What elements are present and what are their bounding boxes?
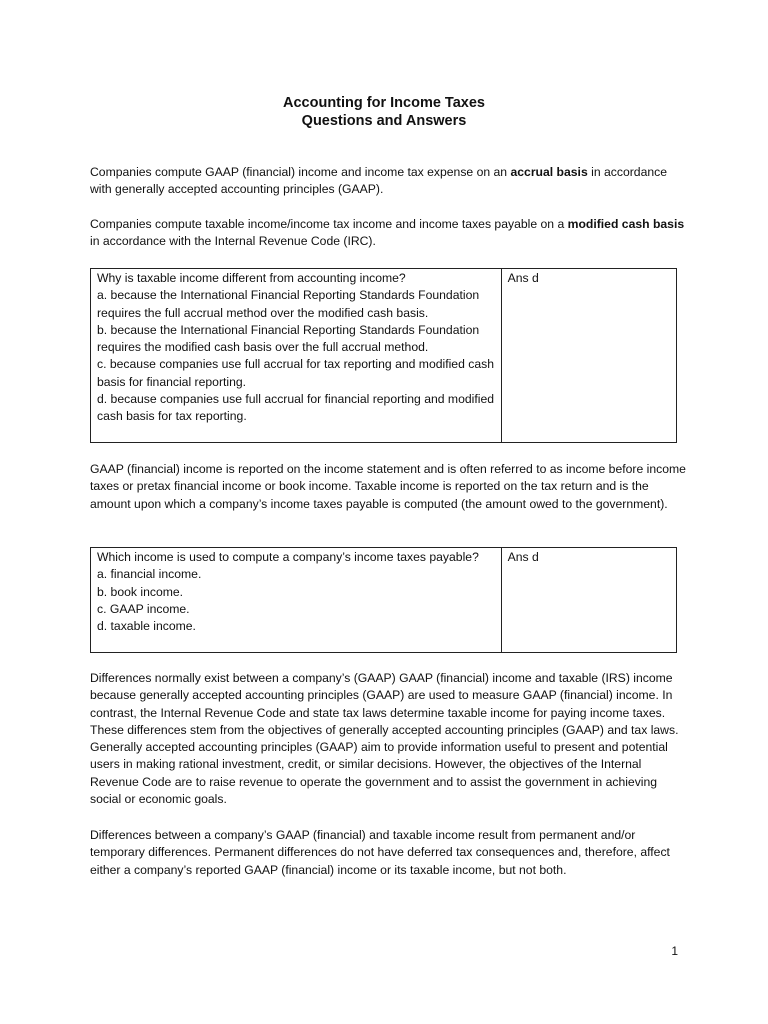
answer-cell — [501, 548, 676, 653]
paragraph-modified-cash-basis — [90, 216, 690, 251]
paragraph-text: in accordance with the Internal Revenue Code (IRC). — [90, 234, 376, 249]
answer-text: Ans d — [507, 271, 539, 285]
question-text: Which income is used to compute a company’s income taxes payable? — [97, 550, 479, 564]
choice-d: d. because companies use full accrual for financial reporting and modified cash basis for tax reporting. — [97, 392, 494, 424]
choice-b: b. because the International Financial Reporting Standards Foundation requires the modified cash basis over the full accrual method. — [97, 322, 480, 355]
paragraph-text: Companies compute GAAP (financial) income and income tax expense on an — [90, 165, 511, 179]
paragraph-differences: Differences normally exist between a company’s (GAAP) GAAP (financial) income and taxable (IRS) income because generally accepted accounting principles (GAAP) are used to measure GAAP (financial) income. In contrast, the Internal Revenue Code and state tax laws determine taxable income for paying income taxes. These differences stem from the objectives of generally accepted accounting principles (GAAP) and tax laws. Generally accepted accounting principles (GAAP) aim to provide information useful to present and potential users in making rational investment, credit, or similar decisions. However, the objectives of the Internal Revenue Code are to raise revenue to operate the government and to assist the government in achieving social or economic goals. — [90, 671, 679, 807]
page-number: 1 — [671, 944, 678, 958]
choice-d: d. taxable income. — [97, 619, 196, 634]
choice-b: b. book income. — [97, 584, 184, 599]
paragraph-text: Companies compute taxable income/income tax income and income taxes payable on a — [90, 217, 568, 231]
table-row — [91, 548, 677, 653]
answer-cell — [501, 269, 676, 443]
bold-term-modified-cash-basis: modified cash basis — [567, 217, 685, 231]
document-title: Accounting for Income Taxes — [283, 95, 485, 111]
paragraph-gaap-income: GAAP (financial) income is reported on the income statement and is often referred to as income before income taxes or pretax financial income or book income. Taxable income is reported on the tax return and is the amount upon which a company’s income taxes payable is computed (the amount owed to the government). — [90, 462, 686, 511]
choice-c: c. because companies use full accrual for tax reporting and modified cash basis for financial reporting. — [97, 357, 494, 389]
document-subtitle: Questions and Answers — [301, 113, 467, 129]
question-cell — [91, 548, 502, 653]
bold-term-accrual-basis: accrual basis — [510, 165, 588, 179]
table-row — [91, 269, 677, 443]
paragraph-accrual-basis — [90, 164, 690, 199]
question-cell — [91, 269, 502, 443]
paragraph-permanent-temporary: Differences between a company’s GAAP (financial) and taxable income result from permanent and/or temporary differences. Permanent differences do not have deferred tax consequences and, therefore, affect either a company’s reported GAAP (financial) income or its taxable income, but not both. — [90, 828, 670, 877]
question-text: Why is taxable income different from accounting income? — [97, 271, 406, 285]
choice-a: a. because the International Financial Reporting Standards Foundation requires the full accrual method over the modified cash basis. — [97, 288, 480, 320]
choice-c: c. GAAP income. — [97, 601, 190, 616]
question-table-2 — [90, 547, 677, 653]
question-table-1 — [90, 268, 677, 443]
answer-text: Ans d — [507, 550, 539, 564]
paragraph-text: in accordance with generally accepted accounting principles (GAAP). — [90, 165, 668, 197]
choice-a: a. financial income. — [97, 567, 202, 582]
